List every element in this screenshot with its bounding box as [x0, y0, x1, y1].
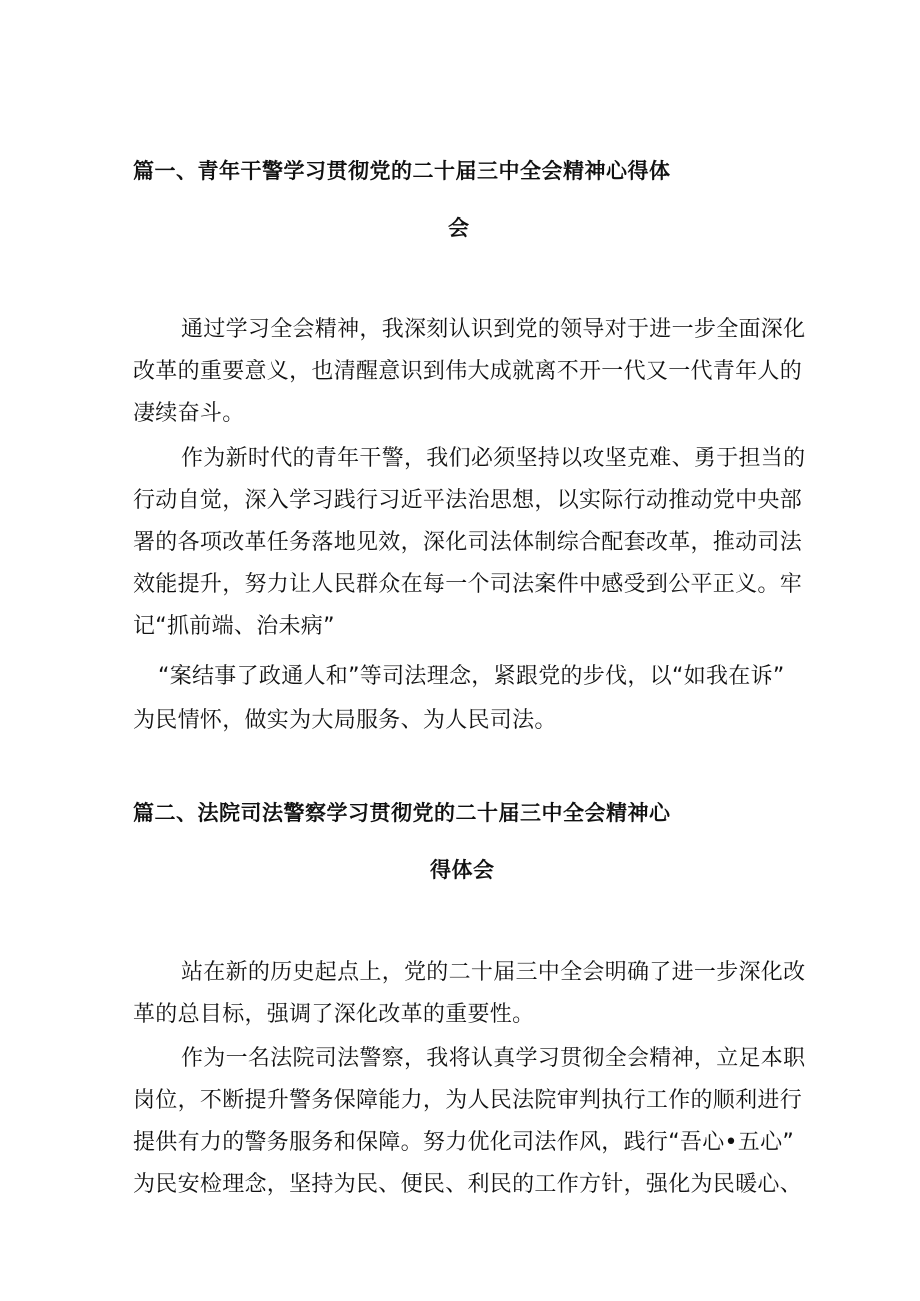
section1-paragraph1-line1: 通过学习全会精神，我深刻认识到党的领导对于进一步全面深化 — [181, 317, 806, 342]
section2-paragraph2-line3: 提供有力的警务服务和保障。努力优化司法作风，践行“吾心•五心” — [133, 1130, 795, 1155]
section1-paragraph2-line5: 记“抓前端、治未病” — [133, 614, 335, 639]
section1-paragraph2-line3: 署的各项改革任务落地见效，深化司法体制综合配套改革，推动司法 — [133, 530, 803, 555]
section1-title-line1: 篇一、青年干警学习贯彻党的二十届三中全会精神心得体 — [133, 159, 671, 183]
section1-paragraph2-line2: 行动自觉，深入学习践行习近平法治思想，以实际行动推动党中央部 — [133, 488, 803, 513]
section1-paragraph1-line3: 凄续奋斗。 — [133, 401, 245, 426]
section2-paragraph1-line2: 革的总目标，强调了深化改革的重要性。 — [133, 1002, 535, 1027]
section1-paragraph1-line2: 改革的重要意义，也清醒意识到伟大成就离不开一代又一代青年人的 — [133, 359, 803, 384]
section2-title-line1: 篇二、法院司法警察学习贯彻党的二十届三中全会精神心 — [133, 801, 671, 825]
section1-paragraph2-line1: 作为新时代的青年干警，我们必须坚持以攻坚克难、勇于担当的 — [181, 446, 806, 471]
section1-paragraph2-line6: “案结事了政通人和”等司法理念，紧跟党的步伐，以“如我在诉” — [158, 664, 785, 689]
section2-paragraph2-line2: 岗位，不断提升警务保障能力，为人民法院审判执行工作的顺利进行 — [133, 1088, 803, 1113]
section1-title-line2: 会 — [448, 216, 470, 240]
section1-paragraph2-line7: 为民情怀，做实为大局服务、为人民司法。 — [133, 708, 557, 733]
section2-title-line2: 得体会 — [430, 858, 495, 882]
section2-paragraph2-line4: 为民安检理念，坚持为民、便民、利民的工作方针，强化为民暖心、 — [133, 1172, 803, 1197]
section2-paragraph1-line1: 站在新的历史起点上，党的二十届三中全会明确了进一步深化改 — [181, 960, 806, 985]
section1-paragraph2-line4: 效能提升，努力让人民群众在每一个司法案件中感受到公平正义。牢 — [133, 572, 803, 597]
section2-paragraph2-line1: 作为一名法院司法警察，我将认真学习贯彻全会精神，立足本职 — [181, 1046, 806, 1071]
